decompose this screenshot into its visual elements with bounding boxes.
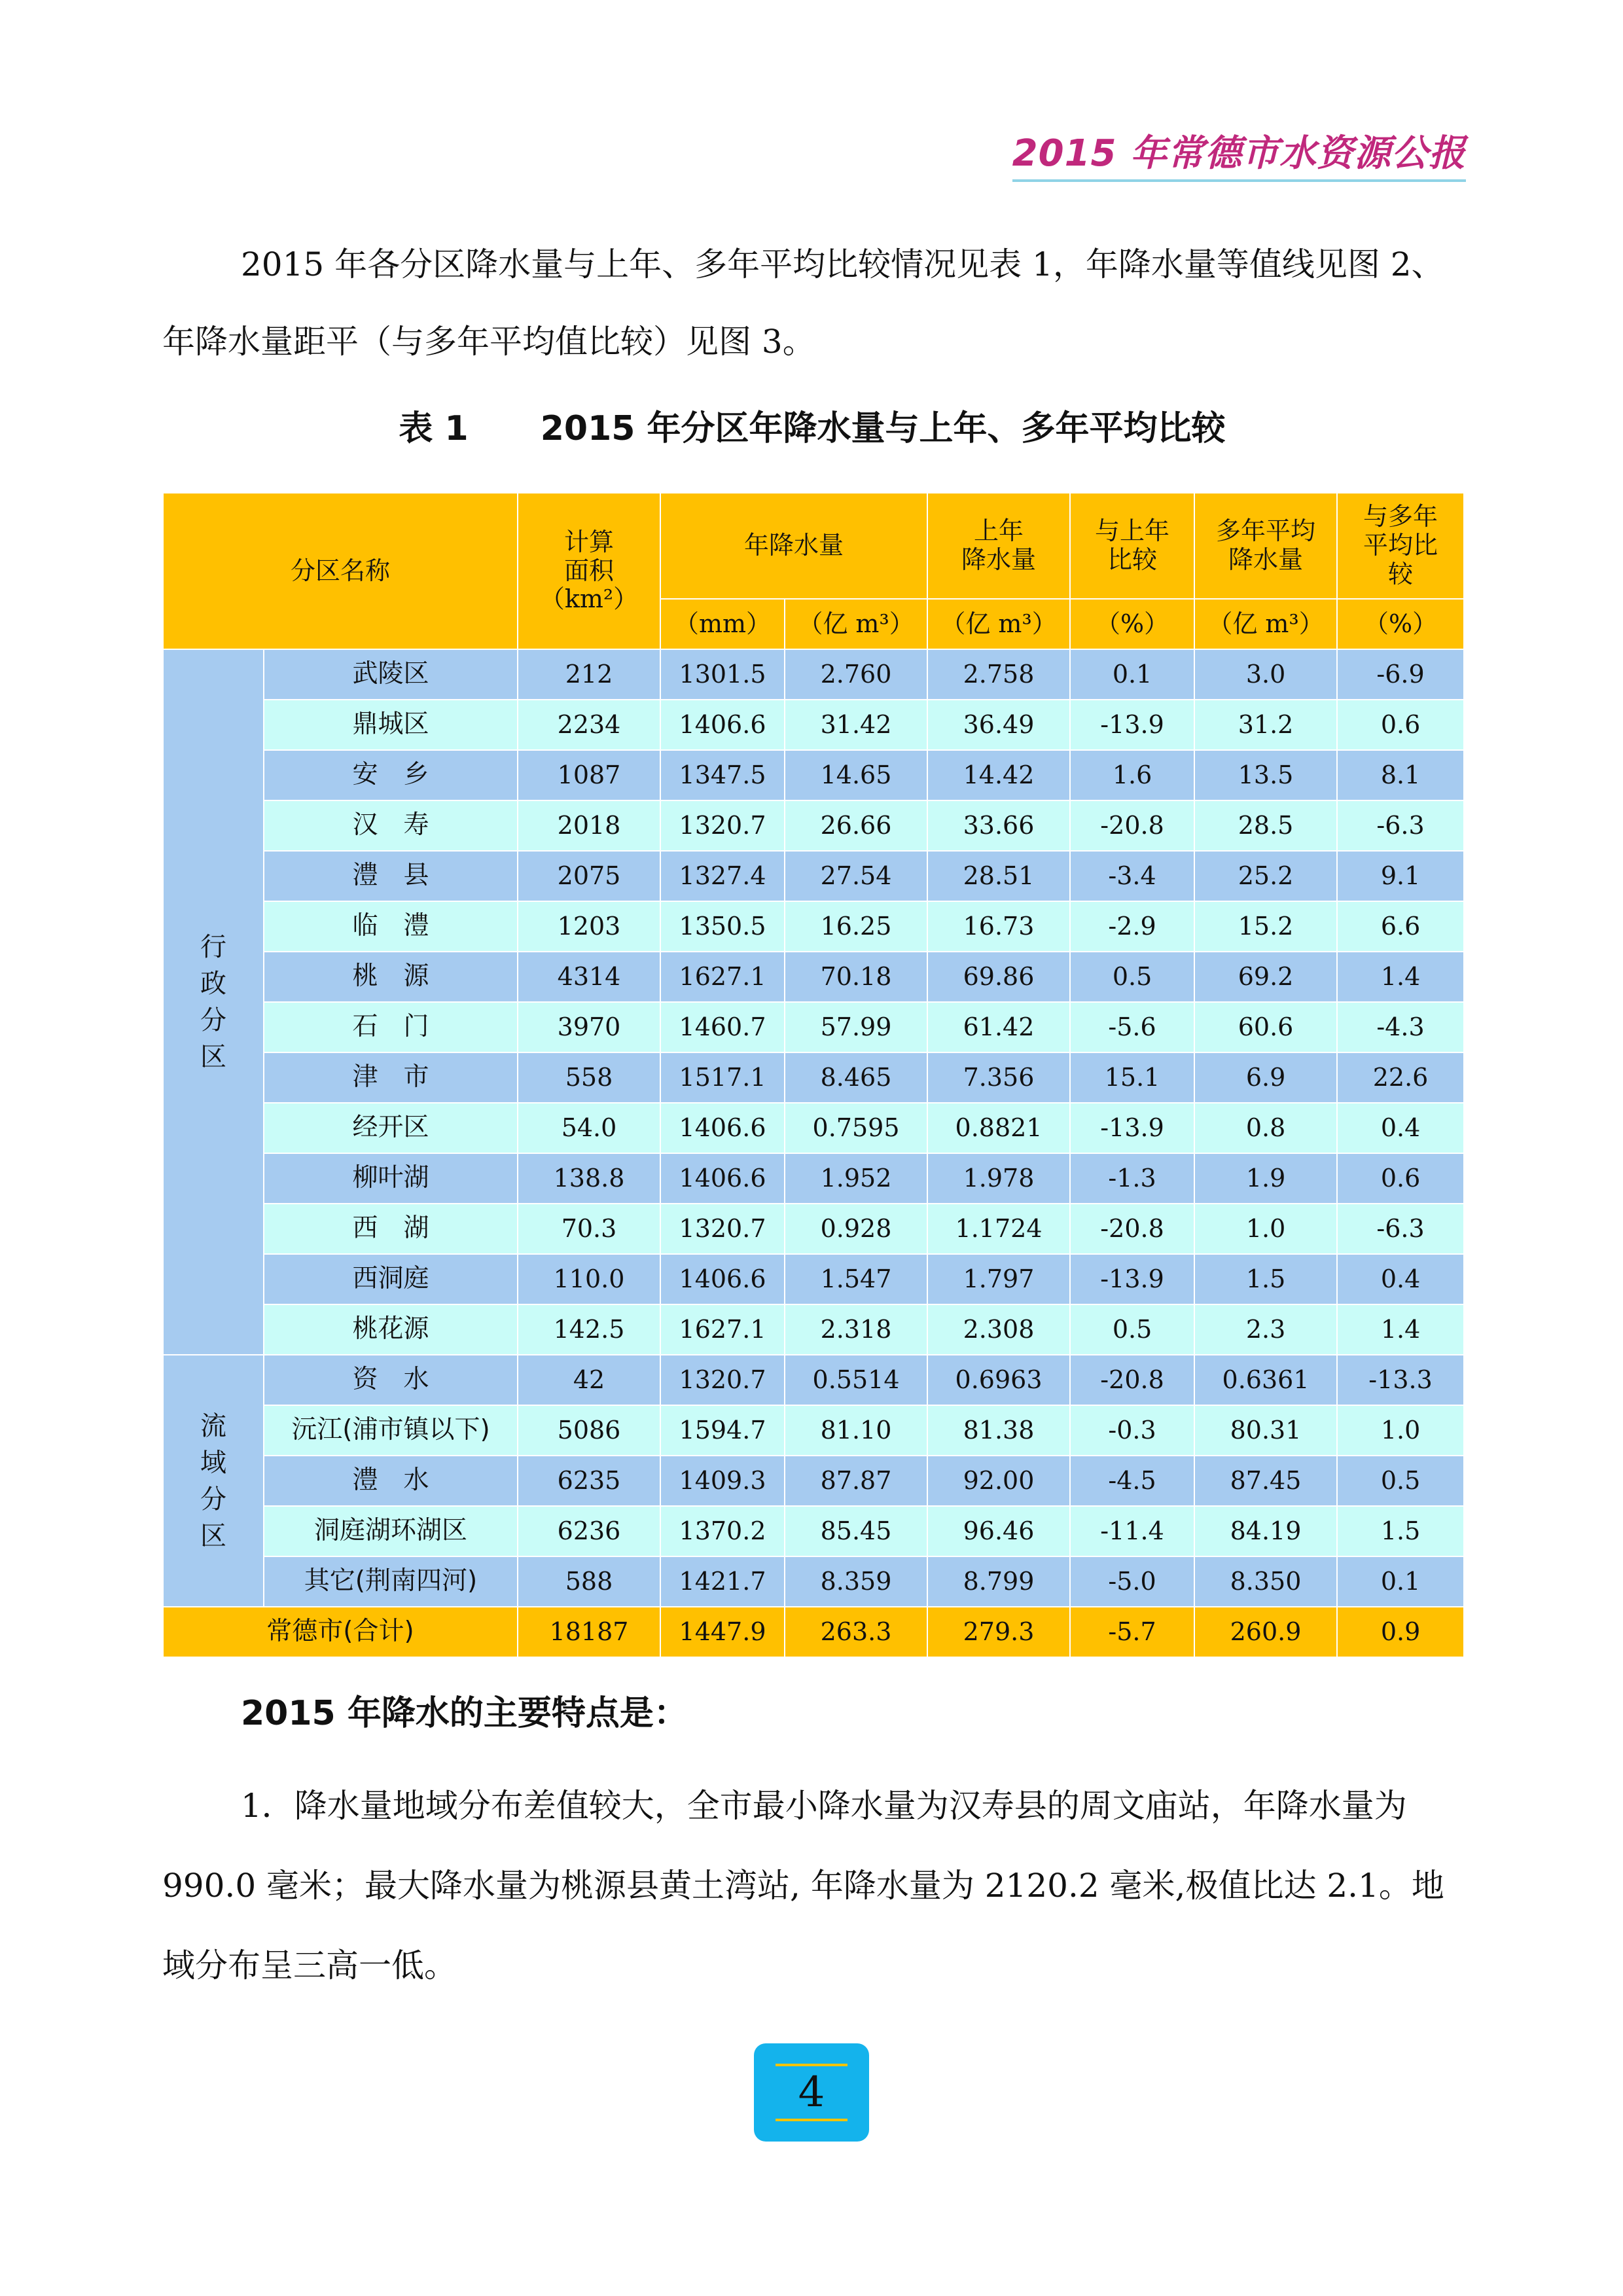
table-cell: 1.1724 <box>927 1204 1070 1254</box>
table-cell: 0.5 <box>1070 1304 1194 1355</box>
table-cell: 0.4 <box>1337 1254 1464 1304</box>
table-cell: 80.31 <box>1194 1405 1337 1456</box>
header-zone-name: 分区名称 <box>163 493 518 649</box>
header-area: 计算 面积 （km²） <box>518 493 660 649</box>
table-cell: 0.6361 <box>1194 1355 1337 1405</box>
table-cell: 1.547 <box>785 1254 927 1304</box>
table-row <box>163 1355 1464 1405</box>
table-row <box>163 1456 1464 1506</box>
table-row <box>163 649 1464 700</box>
table-cell: 22.6 <box>1337 1052 1464 1103</box>
table-cell: 1.4 <box>1337 952 1464 1002</box>
feature-1-paragraph: 1．降水量地域分布差值较大，全市最小降水量为汉寿县的周文庙站，年降水量为 990.0 毫米；最大降水量为桃源县黄土湾站, 年降水量为 2120.2 毫米,极值比达 2.1。地域分布呈三高一低。 <box>162 1787 1444 1984</box>
table-cell: 1421.7 <box>660 1556 785 1607</box>
table-cell: 61.42 <box>927 1002 1070 1052</box>
table-cell: 1320.7 <box>660 1355 785 1405</box>
table-body <box>163 649 1464 1607</box>
table-cell: 8.359 <box>785 1556 927 1607</box>
table-row <box>163 1153 1464 1204</box>
table-cell: 6.9 <box>1194 1052 1337 1103</box>
table-cell: -13.9 <box>1070 1103 1194 1153</box>
table-cell: 1406.6 <box>660 1103 785 1153</box>
unit-volume: （亿 m³） <box>1194 599 1337 649</box>
table-row <box>163 952 1464 1002</box>
table-cell: 14.65 <box>785 750 927 800</box>
table-cell: -4.5 <box>1070 1456 1194 1506</box>
table-cell: 69.2 <box>1194 952 1337 1002</box>
table-cell: 1.0 <box>1337 1405 1464 1456</box>
table-cell: 2.760 <box>785 649 927 700</box>
table-cell: 3.0 <box>1194 649 1337 700</box>
zone-name-cell: 津 市 <box>264 1052 518 1103</box>
table-cell: 1.0 <box>1194 1204 1337 1254</box>
table-cell: 96.46 <box>927 1506 1070 1556</box>
table-row <box>163 750 1464 800</box>
table-cell: 1460.7 <box>660 1002 785 1052</box>
table-cell: 1447.9 <box>660 1607 785 1657</box>
zone-name-cell: 洞庭湖环湖区 <box>264 1506 518 1556</box>
table-cell: 28.5 <box>1194 800 1337 851</box>
table-cell: 15.1 <box>1070 1052 1194 1103</box>
table-cell: 8.350 <box>1194 1556 1337 1607</box>
table-cell: -5.7 <box>1070 1607 1194 1657</box>
table-cell: 57.99 <box>785 1002 927 1052</box>
table-cell: 1203 <box>518 901 660 952</box>
table-cell: 9.1 <box>1337 851 1464 901</box>
table-cell: 60.6 <box>1194 1002 1337 1052</box>
header-multi-year-avg: 多年平均 降水量 <box>1194 493 1337 599</box>
table-cell: 33.66 <box>927 800 1070 851</box>
intro-paragraph: 2015 年各分区降水量与上年、多年平均比较情况见表 1，年降水量等值线见图 2、年降水量距平（与多年平均值比较）见图 3。 <box>162 245 1444 361</box>
table-cell: 28.51 <box>927 851 1070 901</box>
zone-name-cell: 临 澧 <box>264 901 518 952</box>
table-cell: 31.42 <box>785 700 927 750</box>
table-row <box>163 1052 1464 1103</box>
table-cell: -5.0 <box>1070 1556 1194 1607</box>
table-cell: 2234 <box>518 700 660 750</box>
zone-name-cell: 桃 源 <box>264 952 518 1002</box>
table-cell: 260.9 <box>1194 1607 1337 1657</box>
table-cell: 212 <box>518 649 660 700</box>
table-cell: 6236 <box>518 1506 660 1556</box>
table-cell: -5.6 <box>1070 1002 1194 1052</box>
table-cell: -13.9 <box>1070 700 1194 750</box>
page-number-box <box>754 2043 869 2142</box>
table-cell: 1.797 <box>927 1254 1070 1304</box>
table-cell: 16.25 <box>785 901 927 952</box>
table-cell: 1594.7 <box>660 1405 785 1456</box>
zone-name-cell: 柳叶湖 <box>264 1153 518 1204</box>
table-row <box>163 1002 1464 1052</box>
table-cell: 15.2 <box>1194 901 1337 952</box>
zone-name-cell: 沅江(浦市镇以下) <box>264 1405 518 1456</box>
table-cell: 0.1 <box>1070 649 1194 700</box>
table-cell: 1.9 <box>1194 1153 1337 1204</box>
table-cell: 558 <box>518 1052 660 1103</box>
zone-name-cell: 桃花源 <box>264 1304 518 1355</box>
table-cell: 31.2 <box>1194 700 1337 750</box>
zone-name-cell: 鼎城区 <box>264 700 518 750</box>
table-row <box>163 901 1464 952</box>
table-cell: 70.18 <box>785 952 927 1002</box>
table-cell: 2.3 <box>1194 1304 1337 1355</box>
zone-name-cell: 其它(荆南四河) <box>264 1556 518 1607</box>
zone-name-cell: 经开区 <box>264 1103 518 1153</box>
table-cell: 0.6 <box>1337 700 1464 750</box>
table-cell: 2.308 <box>927 1304 1070 1355</box>
header-vs-last-year: 与上年 比较 <box>1070 493 1194 599</box>
table-cell: 1.4 <box>1337 1304 1464 1355</box>
table-row <box>163 1405 1464 1456</box>
table-cell: -11.4 <box>1070 1506 1194 1556</box>
zone-name-cell: 安 乡 <box>264 750 518 800</box>
table-cell: 8.465 <box>785 1052 927 1103</box>
table-cell: 2018 <box>518 800 660 851</box>
group-admin-zones: 行政分区 <box>163 649 264 1355</box>
table-cell: 16.73 <box>927 901 1070 952</box>
table-cell: 1.5 <box>1194 1254 1337 1304</box>
table-row <box>163 1556 1464 1607</box>
table-cell: 6235 <box>518 1456 660 1506</box>
table-cell: 6.6 <box>1337 901 1464 952</box>
table-cell: -6.9 <box>1337 649 1464 700</box>
table-cell: 2.318 <box>785 1304 927 1355</box>
table-cell: 0.6 <box>1337 1153 1464 1204</box>
table-cell: 1627.1 <box>660 1304 785 1355</box>
table-cell: 36.49 <box>927 700 1070 750</box>
table-row <box>163 1506 1464 1556</box>
table-number: 表 1 <box>399 409 469 448</box>
report-title: 2015 年常德市水资源公报 <box>1012 124 1466 182</box>
table-cell: 0.928 <box>785 1204 927 1254</box>
table-cell: 1517.1 <box>660 1052 785 1103</box>
table-cell: 81.10 <box>785 1405 927 1456</box>
table-caption <box>162 401 1462 450</box>
table-row <box>163 851 1464 901</box>
table-cell: 0.5 <box>1070 952 1194 1002</box>
table-cell: -6.3 <box>1337 800 1464 851</box>
table-cell: 138.8 <box>518 1153 660 1204</box>
header-annual-precip: 年降水量 <box>660 493 927 599</box>
table-cell: 27.54 <box>785 851 927 901</box>
table-cell: 84.19 <box>1194 1506 1337 1556</box>
table-cell: 279.3 <box>927 1607 1070 1657</box>
table-cell: 1350.5 <box>660 901 785 952</box>
table-cell: 1370.2 <box>660 1506 785 1556</box>
table-cell: -13.9 <box>1070 1254 1194 1304</box>
table-cell: 1.5 <box>1337 1506 1464 1556</box>
precipitation-table <box>162 492 1465 1658</box>
zone-name-cell: 西洞庭 <box>264 1254 518 1304</box>
table-cell: 85.45 <box>785 1506 927 1556</box>
table-cell: 588 <box>518 1556 660 1607</box>
zone-name-cell: 石 门 <box>264 1002 518 1052</box>
total-row <box>163 1607 1464 1657</box>
zone-name-cell: 西 湖 <box>264 1204 518 1254</box>
table-cell: 0.9 <box>1337 1607 1464 1657</box>
table-cell: 1406.6 <box>660 700 785 750</box>
table-row <box>163 1254 1464 1304</box>
table-cell: 142.5 <box>518 1304 660 1355</box>
table-cell: -4.3 <box>1337 1002 1464 1052</box>
table-cell: -20.8 <box>1070 1204 1194 1254</box>
unit-percent: （%） <box>1070 599 1194 649</box>
table-cell: 0.5 <box>1337 1456 1464 1506</box>
table-row <box>163 800 1464 851</box>
table-cell: 70.3 <box>518 1204 660 1254</box>
table-cell: 0.4 <box>1337 1103 1464 1153</box>
table-cell: 54.0 <box>518 1103 660 1153</box>
table-cell: 1320.7 <box>660 1204 785 1254</box>
features-heading: 2015 年降水的主要特点是： <box>241 1694 688 1733</box>
table-cell: -3.4 <box>1070 851 1194 901</box>
table-cell: 1087 <box>518 750 660 800</box>
table-cell: 14.42 <box>927 750 1070 800</box>
unit-mm: （mm） <box>660 599 785 649</box>
table-title: 2015 年分区年降水量与上年、多年平均比较 <box>540 409 1226 448</box>
table-cell: 1.978 <box>927 1153 1070 1204</box>
table-cell: -1.3 <box>1070 1153 1194 1204</box>
table-cell: 110.0 <box>518 1254 660 1304</box>
table-row <box>163 700 1464 750</box>
table-cell: -2.9 <box>1070 901 1194 952</box>
header-last-year: 上年 降水量 <box>927 493 1070 599</box>
table-cell: -20.8 <box>1070 800 1194 851</box>
table-row <box>163 1204 1464 1254</box>
table-cell: 0.8821 <box>927 1103 1070 1153</box>
table-cell: 1627.1 <box>660 952 785 1002</box>
table-cell: 1347.5 <box>660 750 785 800</box>
table-cell: 263.3 <box>785 1607 927 1657</box>
group-basin-zones: 流域分区 <box>163 1355 264 1607</box>
table-row <box>163 1304 1464 1355</box>
table-cell: 18187 <box>518 1607 660 1657</box>
zone-name-cell: 澧 县 <box>264 851 518 901</box>
table-cell: 8.1 <box>1337 750 1464 800</box>
unit-percent: （%） <box>1337 599 1464 649</box>
table-cell: 2075 <box>518 851 660 901</box>
table-cell: 1.6 <box>1070 750 1194 800</box>
table-cell: 1409.3 <box>660 1456 785 1506</box>
header-vs-avg: 与多年 平均比 较 <box>1337 493 1464 599</box>
table-cell: 1406.6 <box>660 1254 785 1304</box>
table-cell: 81.38 <box>927 1405 1070 1456</box>
zone-name-cell: 澧 水 <box>264 1456 518 1506</box>
table-cell: 0.8 <box>1194 1103 1337 1153</box>
table-cell: 7.356 <box>927 1052 1070 1103</box>
table-cell: -13.3 <box>1337 1355 1464 1405</box>
table-cell: 2.758 <box>927 649 1070 700</box>
table-cell: 8.799 <box>927 1556 1070 1607</box>
table-cell: 1406.6 <box>660 1153 785 1204</box>
table-cell: 0.6963 <box>927 1355 1070 1405</box>
table-cell: 13.5 <box>1194 750 1337 800</box>
total-label: 常德市(合计) <box>163 1607 518 1657</box>
table-cell: 25.2 <box>1194 851 1337 901</box>
table-cell: -6.3 <box>1337 1204 1464 1254</box>
table-cell: 92.00 <box>927 1456 1070 1506</box>
table-row <box>163 1103 1464 1153</box>
unit-volume: （亿 m³） <box>785 599 927 649</box>
zone-name-cell: 汉 寿 <box>264 800 518 851</box>
table-cell: 42 <box>518 1355 660 1405</box>
table-cell: 4314 <box>518 952 660 1002</box>
table-cell: 69.86 <box>927 952 1070 1002</box>
page-number: 4 <box>776 2064 847 2121</box>
table-cell: -20.8 <box>1070 1355 1194 1405</box>
table-cell: 0.5514 <box>785 1355 927 1405</box>
unit-volume: （亿 m³） <box>927 599 1070 649</box>
table-cell: 87.45 <box>1194 1456 1337 1506</box>
zone-name-cell: 武陵区 <box>264 649 518 700</box>
table-cell: 1327.4 <box>660 851 785 901</box>
zone-name-cell: 资 水 <box>264 1355 518 1405</box>
table-cell: -0.3 <box>1070 1405 1194 1456</box>
table-cell: 26.66 <box>785 800 927 851</box>
table-cell: 5086 <box>518 1405 660 1456</box>
table-cell: 1320.7 <box>660 800 785 851</box>
table-cell: 1301.5 <box>660 649 785 700</box>
table-cell: 0.7595 <box>785 1103 927 1153</box>
table-cell: 1.952 <box>785 1153 927 1204</box>
table-cell: 87.87 <box>785 1456 927 1506</box>
table-cell: 3970 <box>518 1002 660 1052</box>
table-cell: 0.1 <box>1337 1556 1464 1607</box>
